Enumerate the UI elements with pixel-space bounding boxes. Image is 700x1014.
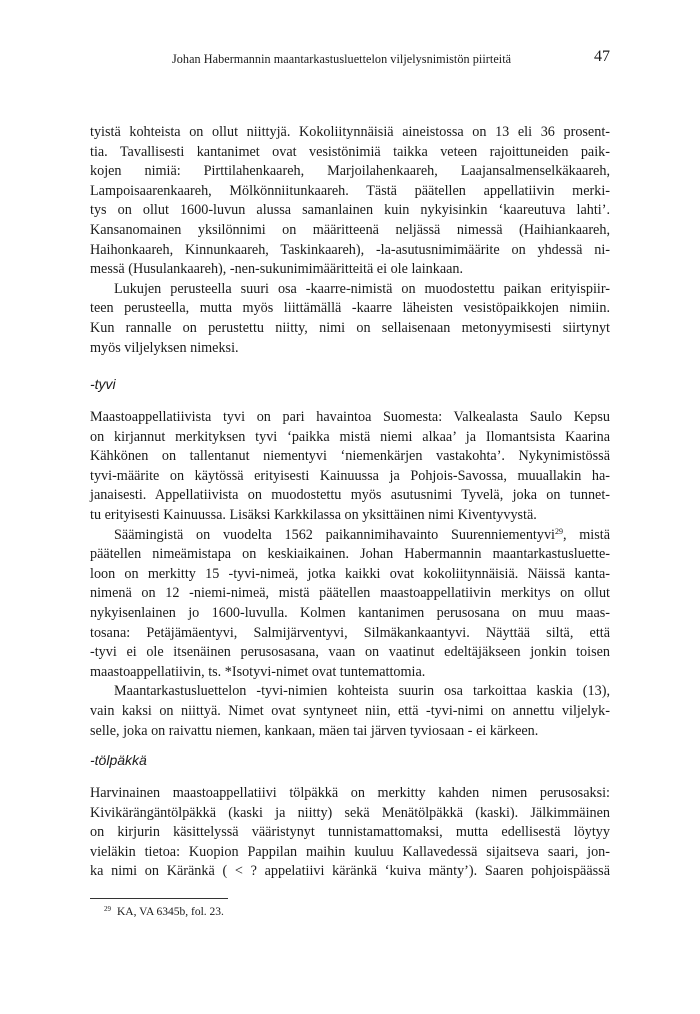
text-line: nykyisenlainen jo 1600-luvulla. Kolmen kantanimen perusosana on muu maas- bbox=[90, 604, 610, 621]
section-kaarre-continuation bbox=[90, 123, 610, 358]
text-line: tosana: Petäjämäentyvi, Salmijärventyvi, Silmäkankaantyvi. Näyttää siltä, että bbox=[90, 624, 610, 641]
section-tolpakka bbox=[90, 784, 610, 882]
text-fragment: Säämingistä on vuodelta 1562 paikannimihavainto Suurenniementyvi bbox=[114, 526, 555, 543]
section-tyvi bbox=[90, 408, 610, 741]
text-line: janaisesti. Appellatiivista on muodostettu myös asutusnimi Tyvelä, joka on tunnet- bbox=[90, 487, 610, 504]
paragraph bbox=[90, 682, 610, 702]
running-header bbox=[90, 50, 610, 70]
text-line: Harvinainen maastoappellatiivi tölpäkkä on merkitty kahden nimen perusosaksi: bbox=[90, 785, 610, 801]
text-line bbox=[90, 526, 610, 546]
text-line: Kansanomainen yksilönnimi on määritteenä neljässä nimessä (Haihiankaareh, bbox=[90, 221, 610, 238]
text-line: on kirjannut merkityksen tyvi ‘paikka mistä niemi alkaa’ ja Ilomantsista Kaarina bbox=[90, 428, 610, 445]
text-line: Kähkönen on tallentanut niementyvi ‘niemenkärjen vastakohta’. Nykynimistössä bbox=[90, 448, 610, 465]
text-line: -tyvi ei ole itsenäinen perusosasana, vaan on vaatinut edeltäjäkseen jonkin toisen bbox=[90, 644, 610, 661]
text-line: selle, joka on raivattu niemen, kankaan, mäen tai järven tyviosaan - ei kärkeen. bbox=[90, 722, 539, 739]
text-line: maastoappellatiivin, ts. *Isotyvi-nimet ovat tuntemattomia. bbox=[90, 663, 426, 680]
section-heading-tyvi: -tyvi bbox=[90, 376, 116, 392]
text-line: tyvi-määrite on käytössä erityisesti Kainuussa ja Pohjois-Savossa, muuallakin ha- bbox=[90, 467, 610, 484]
text-line: päätellen nimeämistapa on keskiaikainen. Johan Habermannin maantarkastusluette- bbox=[90, 546, 610, 563]
text-line: Kivikärängäntölpäkkä (kaski ja niitty) sekä Menätölpäkkä (kaski). Jälkimmäinen bbox=[90, 804, 610, 821]
text-line: tys on ollut 1600-luvun alussa samanlainen kuin nykyisinkin ‘kaareutuva lahti’. bbox=[90, 202, 610, 219]
text-line: Haihonkaareh, Kinnunkaareh, Taskinkaareh), -la-asutusnimimäärite on yhdessä ni- bbox=[90, 241, 610, 258]
text-line: tu erityisesti Kainuussa. Lisäksi Karkkilassa on yksittäinen nimi Kiventyvystä. bbox=[90, 506, 537, 523]
footnote bbox=[104, 906, 224, 918]
footnote-rule bbox=[90, 898, 228, 899]
text-line: on kirjurin käsittelyssä vääristynyt tunnistamattomaksi, mutta edellisestä löytyy bbox=[90, 824, 610, 841]
paragraph bbox=[90, 280, 610, 300]
footnote-reference[interactable]: 29 bbox=[555, 526, 563, 536]
footnote-number: 29 bbox=[104, 905, 111, 913]
paragraph bbox=[90, 526, 610, 546]
text-line: vieläkin tietoa: Kuopion Pappilan maihin kuuluu Kallavedessä sijaitseva saari, jon- bbox=[90, 843, 610, 860]
text-line: tia. Tavallisesti kantanimet ovat vesistönimiä taikka veteen rajoittuneiden paik- bbox=[90, 143, 610, 160]
paragraph bbox=[90, 545, 610, 682]
text-line: Maantarkastusluettelon -tyvi-nimien kohteista suurin osa tarkoittaa kaskia (13), bbox=[114, 683, 610, 700]
text-line: Kun rannalle on perustettu niitty, nimi on sellaisenaan metonyymisesti siirtynyt bbox=[90, 319, 610, 336]
text-line: Lukujen perusteella suuri osa -kaarre-nimistä on muodostettu paikan erityispiir- bbox=[114, 280, 610, 297]
text-line: loon on merkitty 15 -tyvi-nimeä, jotka kaikki ovat kokoliitynnäisiä. Näissä kanta- bbox=[90, 565, 610, 582]
text-line: messä (Husulankaareh), -nen-sukunimimääritteitä ei ole lainkaan. bbox=[90, 261, 464, 278]
text-fragment: , mistä bbox=[563, 526, 610, 543]
section-heading-tolpakka: -tölpäkkä bbox=[90, 752, 147, 768]
text-line: myös viljelyksen nimeksi. bbox=[90, 339, 239, 356]
text-line: Lampoisaarenkaareh, Mölkönniitunkaareh. Tästä päätellen appellatiivin merki- bbox=[90, 182, 610, 199]
text-line: tyistä kohteista on ollut niittyjä. Kokoliitynnäisiä aineistossa on 13 eli 36 prosent- bbox=[90, 124, 610, 140]
paragraph bbox=[90, 123, 610, 280]
paragraph bbox=[90, 702, 610, 741]
paragraph bbox=[90, 784, 610, 882]
text-line: vain kaksi on niittyä. Nimet ovat syntyneet niin, että -tyvi-nimi on annettu viljelyk- bbox=[90, 702, 610, 719]
paragraph bbox=[90, 299, 610, 358]
paragraph bbox=[90, 408, 610, 526]
running-title: Johan Habermannin maantarkastusluettelon viljelysnimistön piirteitä bbox=[172, 52, 512, 66]
text-line: Maastoappellatiivista tyvi on pari havaintoa Suomesta: Valkealasta Saulo Kepsu bbox=[90, 409, 610, 425]
text-line: ka nimi on Käränkä ( < ? appelatiivi käränkä ‘kuiva mänty’). Saaren pohjoispäässä bbox=[90, 863, 610, 880]
text-line: teen perusteella, mutta myös liittämällä -kaarre läheisten vesistöpaikkojen nimiin. bbox=[90, 300, 610, 317]
page-number: 47 bbox=[594, 48, 610, 65]
text-line: kojen nimiä: Pirttilahenkaareh, Marjoilahenkaareh, Laajansalmenselkäkaareh, bbox=[90, 163, 610, 180]
text-line: nimenä on 12 -niemi-nimeä, mistä päätellen maastoappellatiivin merkitys on ollut bbox=[90, 585, 610, 602]
footnote-text: KA, VA 6345b, fol. 23. bbox=[117, 906, 224, 918]
